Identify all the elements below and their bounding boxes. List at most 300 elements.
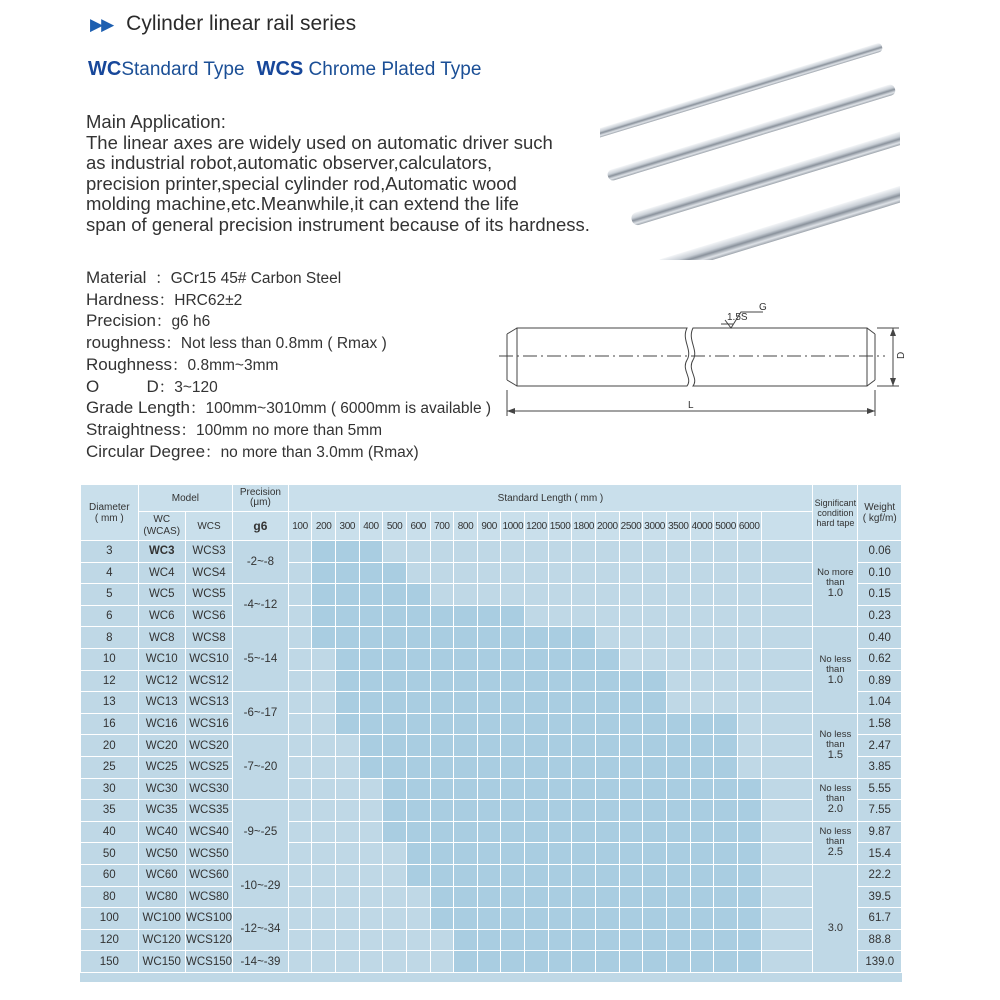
length-cell <box>430 605 454 627</box>
length-cell <box>619 584 643 606</box>
length-cell <box>312 562 336 584</box>
length-cell <box>501 800 525 822</box>
length-cell <box>383 541 407 563</box>
length-cell <box>477 951 501 973</box>
length-cell <box>548 886 572 908</box>
length-cell <box>288 627 312 649</box>
table-row <box>81 605 902 627</box>
length-cell <box>690 756 714 778</box>
diameter-cell: 20 <box>81 735 139 757</box>
diameter-cell: 150 <box>81 951 139 973</box>
application-line: as industrial robot,automatic observer,calculators, <box>86 152 493 173</box>
wc-model-cell: WC120 <box>138 929 185 951</box>
length-cell <box>312 627 336 649</box>
precision-unit: (μm) <box>250 497 271 508</box>
wcs-model-cell: WCS10 <box>185 648 232 670</box>
weight-cell: 61.7 <box>858 908 902 930</box>
length-cell <box>525 670 549 692</box>
length-cell <box>312 605 336 627</box>
length-cell <box>596 648 620 670</box>
condition-cell <box>813 713 858 778</box>
condition-cell <box>813 778 858 821</box>
length-cell <box>288 843 312 865</box>
weight-cell: 39.5 <box>858 886 902 908</box>
length-cell <box>525 800 549 822</box>
length-cell <box>737 735 761 757</box>
table-row <box>81 864 902 886</box>
length-cell <box>383 908 407 930</box>
length-cell <box>666 541 690 563</box>
length-cell <box>430 713 454 735</box>
significant-condition-header <box>813 485 858 541</box>
spec-sep: ： <box>165 335 181 353</box>
length-cell <box>596 778 620 800</box>
length-cell <box>288 670 312 692</box>
length-cell <box>761 605 813 627</box>
length-cell <box>596 843 620 865</box>
length-cell <box>714 692 738 714</box>
length-cell <box>548 713 572 735</box>
precision-header-text: Precision <box>239 487 281 498</box>
length-cell <box>477 605 501 627</box>
length-cell <box>572 605 596 627</box>
length-cell <box>335 821 359 843</box>
length-cell <box>406 670 430 692</box>
spec-value: 100mm no more than 5mm <box>196 421 383 439</box>
length-cell <box>288 735 312 757</box>
spec-row <box>86 333 491 355</box>
length-header: 2500 <box>619 512 643 541</box>
length-cell <box>406 605 430 627</box>
table-row <box>81 692 902 714</box>
length-cell <box>312 756 336 778</box>
length-cell <box>714 713 738 735</box>
length-cell <box>737 562 761 584</box>
length-cell <box>454 541 478 563</box>
condition-line-1: No less <box>819 729 852 741</box>
length-cell <box>643 843 667 865</box>
diameter-cell: 4 <box>81 562 139 584</box>
length-cell <box>383 584 407 606</box>
length-cell <box>761 648 813 670</box>
wcs-model-cell: WCS30 <box>185 778 232 800</box>
length-cell <box>714 648 738 670</box>
length-cell <box>501 692 525 714</box>
length-cell <box>666 800 690 822</box>
condition-line-2: than <box>826 739 845 751</box>
length-cell <box>288 692 312 714</box>
spec-sep: ： <box>158 291 175 309</box>
length-cell <box>619 886 643 908</box>
length-cell <box>548 605 572 627</box>
length-cell <box>666 908 690 930</box>
length-cell <box>312 929 336 951</box>
length-cell <box>454 864 478 886</box>
length-cell <box>737 627 761 649</box>
page-title <box>90 12 356 36</box>
table-row <box>81 778 902 800</box>
length-cell <box>643 778 667 800</box>
diameter-cell: 6 <box>81 605 139 627</box>
length-cell <box>666 843 690 865</box>
l-label: L <box>688 400 694 411</box>
length-cell <box>761 541 813 563</box>
length-cell <box>572 756 596 778</box>
length-cell <box>572 800 596 822</box>
length-cell <box>477 692 501 714</box>
length-cell <box>454 778 478 800</box>
length-cell <box>501 541 525 563</box>
wcs-model-cell: WCS5 <box>185 584 232 606</box>
length-cell <box>312 800 336 822</box>
length-cell <box>454 584 478 606</box>
spec-row <box>86 377 491 399</box>
length-cell <box>359 929 383 951</box>
length-cell <box>430 648 454 670</box>
length-cell <box>619 735 643 757</box>
length-header: 1800 <box>572 512 596 541</box>
precision-cell: -14~-39 <box>233 951 289 973</box>
length-cell <box>619 541 643 563</box>
length-header: 400 <box>359 512 383 541</box>
length-cell <box>406 562 430 584</box>
length-cell <box>714 843 738 865</box>
length-cell <box>714 735 738 757</box>
length-cell <box>737 800 761 822</box>
length-cell <box>548 735 572 757</box>
table-row <box>81 648 902 670</box>
length-cell <box>572 843 596 865</box>
diameter-header <box>81 485 139 541</box>
length-cell <box>501 821 525 843</box>
length-cell <box>714 886 738 908</box>
length-cell <box>335 951 359 973</box>
length-cell <box>548 821 572 843</box>
wc-label: Standard Type <box>121 59 245 80</box>
table-row <box>81 821 902 843</box>
length-cell <box>430 951 454 973</box>
length-cell <box>596 800 620 822</box>
length-cell <box>312 951 336 973</box>
length-cell <box>454 605 478 627</box>
wc-model-cell: WC16 <box>138 713 185 735</box>
length-cell <box>619 778 643 800</box>
length-cell <box>383 778 407 800</box>
wcs-model-cell: WCS8 <box>185 627 232 649</box>
length-cell <box>714 864 738 886</box>
length-cell <box>477 627 501 649</box>
wcs-model-cell: WCS60 <box>185 864 232 886</box>
length-cell <box>737 541 761 563</box>
length-cell <box>335 929 359 951</box>
length-cell <box>406 713 430 735</box>
length-cell <box>690 908 714 930</box>
condition-cell <box>813 864 858 972</box>
weight-cell: 0.40 <box>858 627 902 649</box>
precision-cell: -4~-12 <box>233 584 289 627</box>
length-cell <box>406 692 430 714</box>
length-cell <box>525 908 549 930</box>
wcs-model-cell: WCS4 <box>185 562 232 584</box>
length-cell <box>690 886 714 908</box>
table-row <box>81 584 902 606</box>
length-cell <box>643 627 667 649</box>
condition-line-1: No less <box>819 826 852 838</box>
length-cell <box>714 951 738 973</box>
wc-model-cell: WC12 <box>138 670 185 692</box>
length-cell <box>406 584 430 606</box>
length-cell <box>454 648 478 670</box>
length-cell <box>288 648 312 670</box>
spec-label: Grade Length <box>86 398 190 418</box>
length-cell <box>643 713 667 735</box>
length-cell <box>430 821 454 843</box>
g-label: G <box>759 302 767 313</box>
length-cell <box>430 627 454 649</box>
diameter-cell: 8 <box>81 627 139 649</box>
length-cell <box>525 886 549 908</box>
length-cell <box>430 778 454 800</box>
diameter-header-text: Diameter <box>89 501 130 513</box>
shaft-drawing <box>495 298 915 423</box>
length-cell <box>288 800 312 822</box>
diameter-cell: 40 <box>81 821 139 843</box>
wc-model-cell: WC20 <box>138 735 185 757</box>
length-cell <box>737 670 761 692</box>
length-cell <box>335 692 359 714</box>
weight-cell: 2.47 <box>858 735 902 757</box>
condition-line-2: than <box>826 663 845 675</box>
length-cell <box>406 908 430 930</box>
length-cell <box>525 713 549 735</box>
length-cell <box>383 735 407 757</box>
length-cell <box>643 800 667 822</box>
length-cell <box>761 800 813 822</box>
length-cell <box>690 929 714 951</box>
length-cell <box>643 692 667 714</box>
length-cell <box>383 756 407 778</box>
length-cell <box>572 670 596 692</box>
length-cell <box>406 843 430 865</box>
length-cell <box>359 756 383 778</box>
spec-value: g6 h6 <box>171 313 211 331</box>
length-cell <box>643 584 667 606</box>
length-cell <box>335 864 359 886</box>
length-cell <box>288 584 312 606</box>
spec-label: Hardness <box>86 289 159 309</box>
length-cell <box>335 778 359 800</box>
length-cell <box>430 692 454 714</box>
diameter-cell: 60 <box>81 864 139 886</box>
length-cell <box>596 627 620 649</box>
length-cell <box>335 670 359 692</box>
wcs-model-cell: WCS50 <box>185 843 232 865</box>
wc-model-cell: WC13 <box>138 692 185 714</box>
weight-cell: 0.15 <box>858 584 902 606</box>
length-cell <box>690 951 714 973</box>
length-cell <box>714 605 738 627</box>
length-cell <box>430 735 454 757</box>
weight-header-text: Weight <box>864 501 896 513</box>
wcs-model-cell: WCS100 <box>185 908 232 930</box>
length-cell <box>666 648 690 670</box>
diameter-cell: 12 <box>81 670 139 692</box>
length-cell <box>690 648 714 670</box>
length-cell <box>714 821 738 843</box>
double-arrow-icon: ▶▶ <box>90 15 113 34</box>
length-cell <box>737 951 761 973</box>
length-cell <box>596 908 620 930</box>
length-cell <box>477 864 501 886</box>
weight-cell: 0.23 <box>858 605 902 627</box>
length-cell <box>619 713 643 735</box>
diameter-cell: 25 <box>81 756 139 778</box>
spec-row <box>86 268 491 290</box>
length-cell <box>737 864 761 886</box>
length-cell <box>359 778 383 800</box>
length-cell <box>383 864 407 886</box>
spec-label: Circular Degree <box>86 441 206 461</box>
length-cell <box>359 627 383 649</box>
length-cell <box>596 756 620 778</box>
length-cell <box>548 584 572 606</box>
wcs-model-cell: WCS25 <box>185 756 232 778</box>
length-cell <box>737 886 761 908</box>
condition-line-1: No less <box>819 653 852 665</box>
d-label: D <box>896 351 907 359</box>
length-cell <box>359 692 383 714</box>
weight-cell: 0.62 <box>858 648 902 670</box>
diameter-cell: 13 <box>81 692 139 714</box>
condition-value: 2.5 <box>827 846 843 859</box>
length-cell <box>335 800 359 822</box>
application-line: precision printer,special cylinder rod,Automatic wood <box>86 172 517 194</box>
length-cell <box>359 843 383 865</box>
length-cell <box>477 584 501 606</box>
length-cell <box>572 648 596 670</box>
length-cell <box>288 562 312 584</box>
length-cell <box>501 908 525 930</box>
length-cell <box>666 627 690 649</box>
diameter-cell: 120 <box>81 929 139 951</box>
length-cell <box>477 778 501 800</box>
length-cell <box>430 562 454 584</box>
sig-line-2: condition <box>817 507 854 518</box>
length-cell <box>359 886 383 908</box>
wcs-code: WCS <box>256 58 304 80</box>
spec-label: Material <box>86 268 147 287</box>
length-cell <box>714 929 738 951</box>
length-cell <box>690 605 714 627</box>
length-cell <box>430 541 454 563</box>
length-cell <box>312 886 336 908</box>
length-cell <box>619 692 643 714</box>
length-cell <box>477 800 501 822</box>
length-cell <box>406 735 430 757</box>
wc-model-cell: WC40 <box>138 821 185 843</box>
table-row <box>81 735 902 757</box>
spec-label: O D <box>86 376 159 396</box>
spec-table <box>80 484 902 973</box>
length-cell <box>714 562 738 584</box>
length-cell <box>312 584 336 606</box>
length-cell <box>761 627 813 649</box>
length-cell <box>572 929 596 951</box>
length-cell <box>761 843 813 865</box>
precision-header <box>233 485 289 512</box>
length-cell <box>454 562 478 584</box>
length-cell <box>477 929 501 951</box>
main-application <box>86 112 590 235</box>
application-heading: Main Application: <box>86 111 226 132</box>
spec-row <box>86 355 491 377</box>
length-cell <box>548 864 572 886</box>
wcs-model-cell: WCS20 <box>185 735 232 757</box>
length-cell <box>359 713 383 735</box>
length-cell <box>312 843 336 865</box>
length-cell <box>666 713 690 735</box>
sig-line-1: Significant <box>814 497 857 508</box>
length-header: 900 <box>477 512 501 541</box>
length-cell <box>335 756 359 778</box>
length-cell <box>454 756 478 778</box>
length-header: 4000 <box>690 512 714 541</box>
length-cell <box>383 929 407 951</box>
length-cell <box>454 929 478 951</box>
length-cell <box>359 670 383 692</box>
length-cell <box>501 627 525 649</box>
length-cell <box>619 648 643 670</box>
weight-cell: 1.04 <box>858 692 902 714</box>
length-header: 1000 <box>501 512 525 541</box>
condition-cell <box>813 627 858 713</box>
spec-sep: ： <box>189 400 206 418</box>
length-cell <box>288 605 312 627</box>
length-cell <box>690 562 714 584</box>
condition-value: 1.5 <box>827 749 843 762</box>
length-cell <box>666 886 690 908</box>
length-cell <box>430 800 454 822</box>
length-cell <box>666 584 690 606</box>
table-row <box>81 929 902 951</box>
length-cell <box>548 562 572 584</box>
length-cell <box>335 713 359 735</box>
length-cell <box>406 886 430 908</box>
length-cell <box>737 605 761 627</box>
length-cell <box>288 756 312 778</box>
length-cell <box>312 908 336 930</box>
length-cell <box>690 843 714 865</box>
precision-cell: -6~-17 <box>233 692 289 735</box>
length-header: 500 <box>383 512 407 541</box>
weight-cell: 88.8 <box>858 929 902 951</box>
length-cell <box>430 886 454 908</box>
diameter-cell: 80 <box>81 886 139 908</box>
length-cell <box>643 951 667 973</box>
length-cell <box>454 843 478 865</box>
length-cell <box>454 821 478 843</box>
length-cell <box>430 908 454 930</box>
length-cell <box>596 692 620 714</box>
length-cell <box>501 864 525 886</box>
spec-row <box>86 398 491 420</box>
length-cell <box>690 735 714 757</box>
length-cell <box>761 908 813 930</box>
table-row <box>81 756 902 778</box>
wcs-model-cell: WCS40 <box>185 821 232 843</box>
wcs-model-cell: WCS16 <box>185 713 232 735</box>
length-cell <box>761 864 813 886</box>
